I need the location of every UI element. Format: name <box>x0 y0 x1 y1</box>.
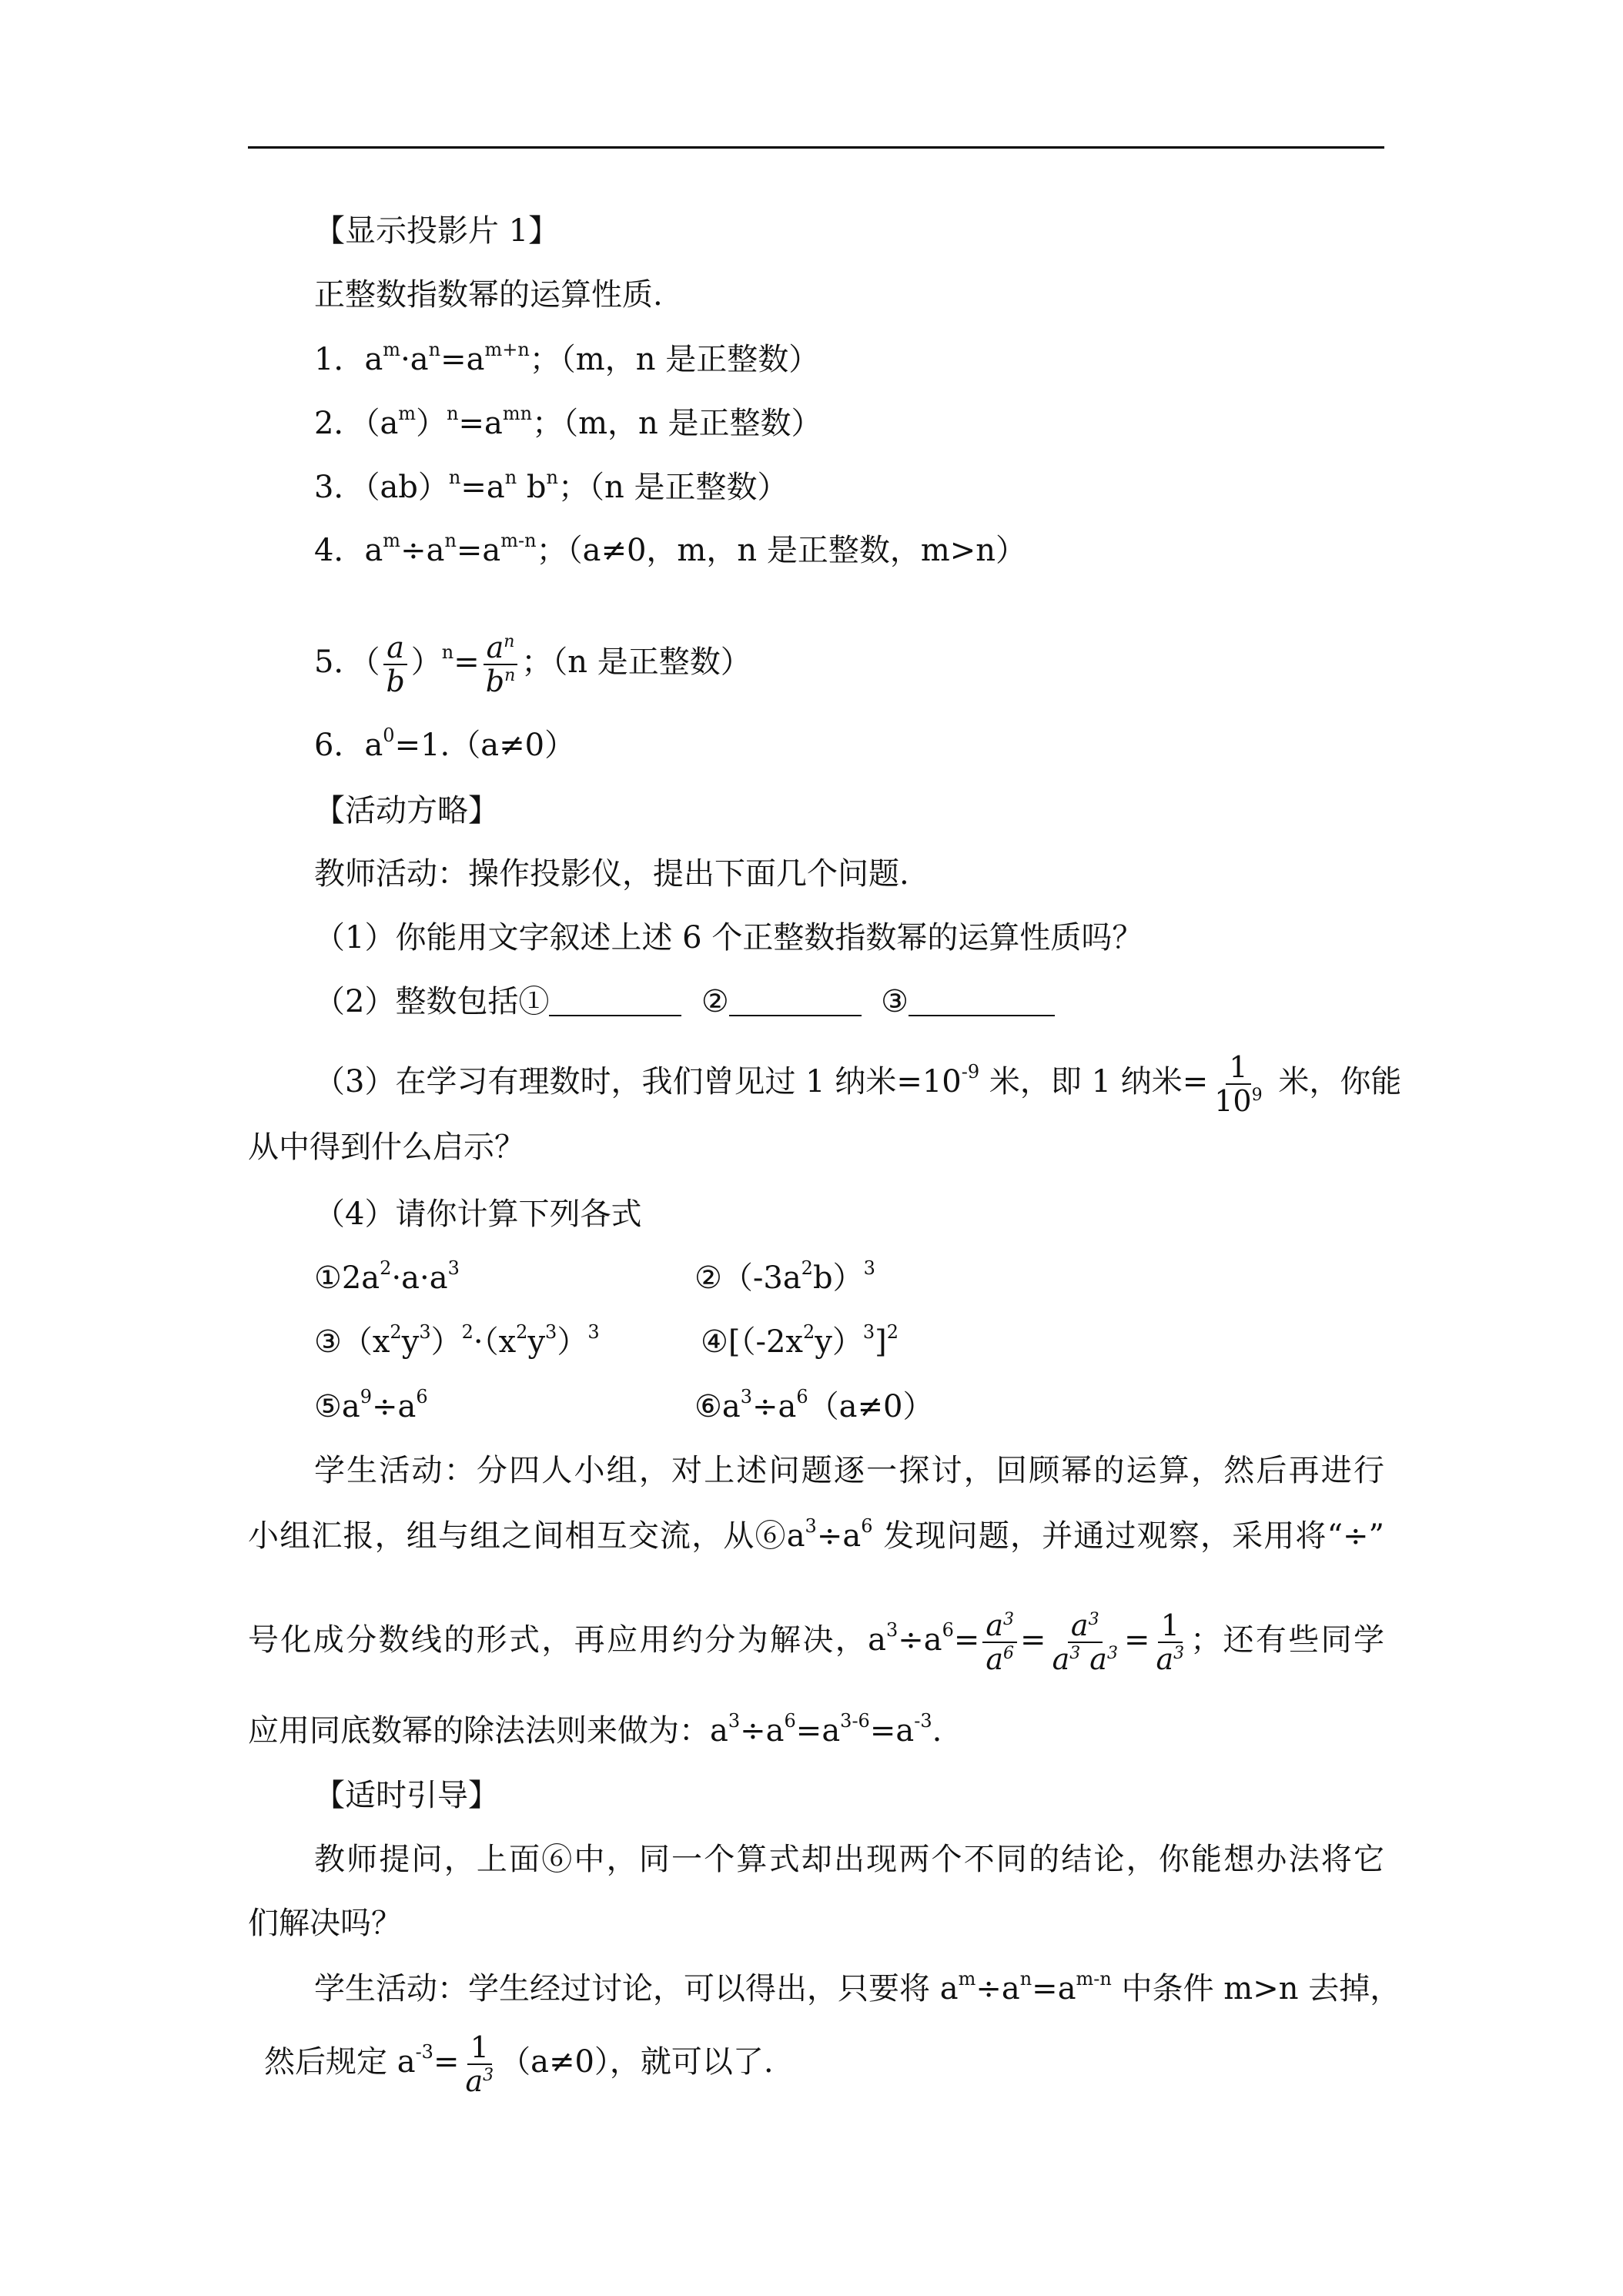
fraction-a3-over-a3a3: $\frac{a^3}{a^3 a^3}$ <box>1052 1608 1118 1676</box>
slide-heading: 【显示投影片 1】 <box>314 213 560 249</box>
property-4: 4．$a^m\div a^n=a^{m-n}$；（a≠0，m，n 是正整数，m>n） <box>314 530 1027 568</box>
question-3: （3）在学习有理数时，我们曾见过 1 纳米$=10^{-9}$ 米，即 1 纳米= $\frac{1}{10^9}$ 米，你能 <box>314 1050 1402 1118</box>
student-activity-line-3: 号化成分数线的形式，再应用约分为解决，$a^3\div a^6=$ $\frac{a^3}{a^6}$ = $\frac{a^3}{a^3 a^3}$ = $\frac{1}{a^3}$ ；还有些同学 <box>248 1608 1384 1676</box>
calc-item-3: $③(x^2y^3)^2\cdot(x^2y^3)^3$ <box>314 1321 600 1360</box>
student-activity-line-1: 学生活动：分四人小组，对上述问题逐一探讨，回顾幂的运算，然后再进行 <box>314 1453 1384 1488</box>
fraction-one-over-ten-nine: $\frac{1}{10^9}$ <box>1214 1050 1263 1118</box>
header-rule <box>248 146 1384 149</box>
calc-item-6: $⑥a^3\div a^6(a\ne 0)$ <box>694 1386 934 1424</box>
fraction-one-over-a3: $\frac{1}{a^3}$ <box>1156 1608 1185 1676</box>
question-4: （4）请你计算下列各式 <box>314 1197 642 1232</box>
property-5: 5．（ $\frac{a}{b}$ ）$^n$= $\frac{a^n}{b^n}$ ；（n 是正整数） <box>314 631 751 698</box>
calc-item-2: $②(-3a^2b)^3$ <box>694 1257 875 1296</box>
teacher-activity: 教师活动：操作投影仪，提出下面几个问题. <box>314 856 909 892</box>
student-conclusion-line-1: 学生活动：学生经过讨论，可以得出，只要将 $a^m\div a^n=a^{m-n}$ 中条件 m>n 去掉， <box>314 1968 1401 2006</box>
fraction-an-over-bn: $\frac{a^n}{b^n}$ <box>483 633 519 696</box>
guide-heading: 【适时引导】 <box>314 1778 499 1813</box>
fraction-a3-over-a6: $\frac{a^3}{a^6}$ <box>982 1611 1017 1674</box>
question-2: （2）整数包括① ② ③ <box>314 979 1055 1025</box>
question-1: （1）你能用文字叙述上述 6 个正整数指数幂的运算性质吗？ <box>314 920 1143 956</box>
property-3: 3．$(ab)^n=a^n$ $b^n$；（n 是正整数） <box>314 467 788 505</box>
guide-line-2: 们解决吗？ <box>248 1906 402 1941</box>
property-1: 1．$a^m\cdot a^n=a^{m+n}$；（m，n 是正整数） <box>314 339 820 377</box>
guide-line-1: 教师提问，上面⑥中，同一个算式却出现两个不同的结论，你能想办法将它 <box>314 1842 1384 1877</box>
property-2: 2．$(a^m)^n=a^{mn}$；（m，n 是正整数） <box>314 403 822 441</box>
fraction-one-over-a3-definition: $\frac{1}{a^3}$ <box>465 2030 494 2098</box>
calc-item-1: $①2a^2\cdot a\cdot a^3$ <box>314 1257 460 1296</box>
calc-item-4: $④[(-2x^2y)^3]^2$ <box>701 1321 899 1360</box>
fraction-a-over-b: $\frac{a}{b}$ <box>383 633 407 696</box>
student-activity-line-4: 应用同底数幂的除法法则来做为：$a^3\div a^6=a^{3-6}=a^{-3}$. <box>248 1710 942 1749</box>
student-conclusion-line-2: 然后规定 $a^{-3}=$ $\frac{1}{a^3}$ （a≠0），就可以了. <box>264 2030 774 2098</box>
student-activity-line-2: 小组汇报，组与组之间相互交流，从$⑥a^3\div a^6$ 发现问题，并通过观察，采用将“÷” <box>248 1515 1384 1554</box>
properties-intro: 正整数指数幂的运算性质. <box>314 277 663 313</box>
property-6: 6．$a^0=1.(a\ne 0)$ <box>314 725 576 763</box>
calc-item-5: $⑤a^9\div a^6$ <box>314 1386 428 1424</box>
question-3-continued: 从中得到什么启示？ <box>248 1130 525 1165</box>
activity-heading: 【活动方略】 <box>314 793 499 828</box>
